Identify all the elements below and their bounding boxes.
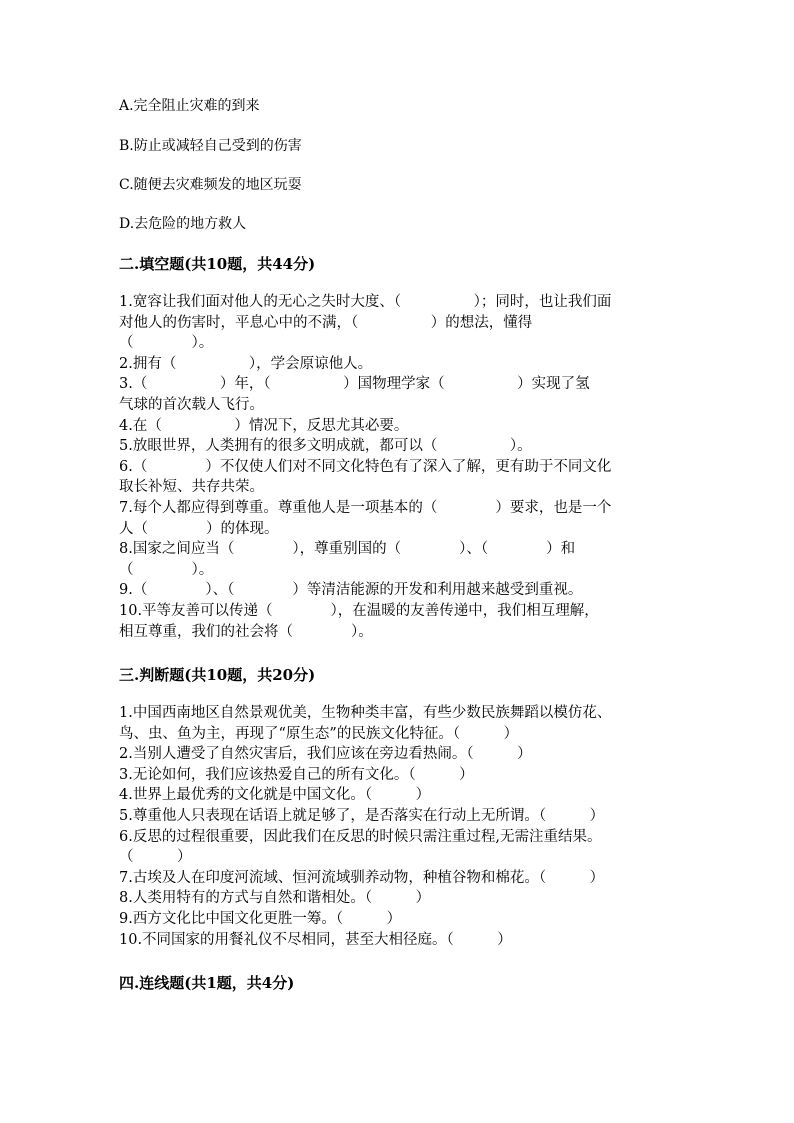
section-title-fill-in: 二.填空题(共10题，共44分): [119, 255, 316, 273]
question-line: 人（ ）的体现。: [119, 520, 279, 537]
section-title-true-false: 三.判断题(共10题，共20分): [119, 666, 316, 684]
question-line: 1.中国西南地区自然景观优美，生物种类丰富，有些少数民族舞蹈以模仿花、: [119, 705, 612, 721]
question-line: 9.（ ）、（ ）等清洁能源的开发和利用越来越受到重视。: [119, 582, 583, 599]
question-line: 1.宽容让我们面对他人的无心之失时大度、（ ）；同时，也让我们面: [119, 294, 612, 310]
section-title-matching: 四.连线题(共1题，共4分): [119, 974, 295, 992]
question-line: 10.不同国家的用餐礼仪不尽相同，甚至大相径庭。（ ）: [119, 931, 512, 948]
question-line: 7.古埃及人在印度河流域、恒河流域驯养动物，种植谷物和棉花。（ ）: [119, 869, 605, 886]
question-line: 7.每个人都应得到尊重。尊重他人是一项基本的（ ）要求，也是一个: [119, 499, 612, 516]
question-line: （ ）。: [119, 561, 214, 578]
question-line: （ ）: [119, 849, 192, 866]
question-line: 4.世界上最优秀的文化就是中国文化。（ ）: [119, 787, 431, 804]
question-line: 气球的首次载人飞行。: [119, 396, 264, 413]
question-line: 6.反思的过程很重要，因此我们在反思的时候只需注重过程,无需注重结果。: [119, 828, 602, 845]
question-line: 2.当别人遭受了自然灾害后，我们应该在旁边看热闹。（ ）: [119, 746, 532, 763]
question-line: 对他人的伤害时，平息心中的不满，（ ）的想法，懂得: [119, 314, 533, 331]
question-line: 3.（ ）年，（ ）国物理学家（ ）实现了氢: [119, 376, 590, 393]
fill-in-questions: [119, 292, 674, 642]
question-line: 8.人类用特有的方式与自然和谐相处。（ ）: [119, 890, 431, 907]
true-false-questions: [119, 703, 674, 950]
choice-option-b: B.防止或减轻自己受到的伤害: [119, 138, 302, 154]
choice-option-d: D.去危险的地方救人: [119, 216, 247, 232]
question-line: 5.尊重他人只表现在话语上就足够了，是否落实在行动上无所谓。（ ）: [119, 807, 605, 824]
question-line: 3.无论如何，我们应该热爱自己的所有文化。（ ）: [119, 766, 474, 783]
question-line: 6.（ ）不仅使人们对不同文化特色有了深入了解，更有助于不同文化: [119, 458, 612, 475]
question-line: 9.西方文化比中国文化更胜一筹。（ ）: [119, 910, 402, 927]
question-line: 8.国家之间应当（ ），尊重别国的（ ）、（ ）和: [119, 541, 576, 558]
question-line: 5.放眼世界，人类拥有的很多文明成就，都可以（ ）。: [119, 438, 532, 455]
question-line: （ ）。: [119, 335, 214, 352]
question-line: 鸟、虫、鱼为主，再现了“原生态”的民族文化特征。（ ）: [119, 725, 519, 742]
question-line: 取长补短、共存共荣。: [119, 479, 264, 496]
choice-option-a: A.完全阻止灾难的到来: [119, 98, 260, 114]
question-line: 2.拥有（ ），学会原谅他人。: [119, 355, 373, 372]
choice-option-c: C.随便去灾难频发的地区玩耍: [119, 177, 302, 193]
question-line: 相互尊重，我们的社会将（ ）。: [119, 623, 373, 640]
question-line: 10.平等友善可以传递（ ），在温暖的友善传递中，我们相互理解，: [119, 602, 599, 619]
question-line: 4.在（ ）情况下，反思尤其必要。: [119, 417, 409, 434]
